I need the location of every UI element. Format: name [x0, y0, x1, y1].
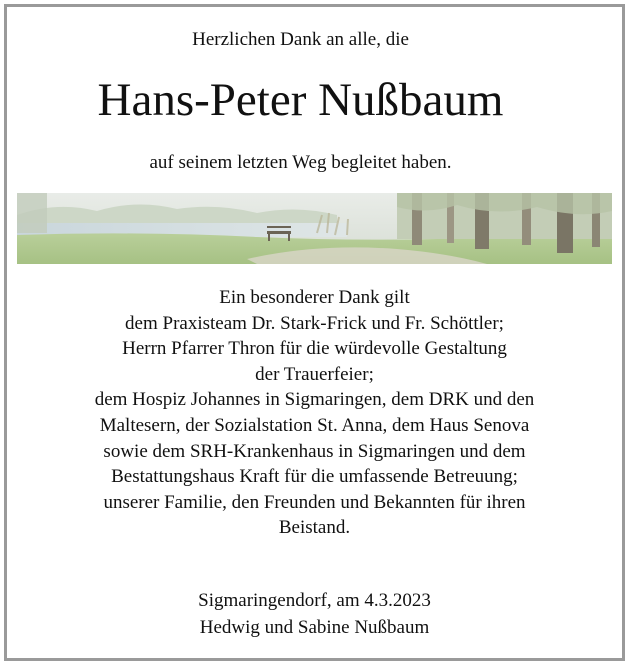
intro-text: Herzlichen Dank an alle, die — [192, 29, 409, 50]
park-bench-lake-icon — [17, 193, 612, 264]
outro-text: auf seinem letzten Weg begleitet haben. — [149, 152, 452, 173]
park-bench-photo — [17, 193, 612, 264]
body-line: Bestattungshaus Kraft für die umfassende Betreuung; — [111, 466, 518, 488]
acknowledgement-text — [0, 285, 629, 541]
body-line: Beistand. — [278, 517, 351, 539]
deceased-name: Hans-Peter Nußbaum — [97, 74, 504, 126]
signature: Hedwig und Sabine Nußbaum — [199, 617, 430, 638]
body-line: dem Hospiz Johannes in Sigmaringen, dem DRK und den — [94, 389, 535, 411]
body-line: unserer Familie, den Freunden und Bekannten für ihren — [103, 491, 526, 513]
body-line: Herrn Pfarrer Thron für die würdevolle Gestaltung — [122, 338, 507, 360]
body-line: dem Praxisteam Dr. Stark-Frick und Fr. Schöttler; — [125, 312, 504, 334]
body-line: Ein besonderer Dank gilt — [219, 287, 410, 308]
body-line: Maltesern, der Sozialstation St. Anna, dem Haus Senova — [99, 414, 530, 436]
place-date: Sigmaringendorf, am 4.3.2023 — [198, 590, 431, 611]
body-line: sowie dem SRH-Krankenhaus in Sigmaringen und dem — [103, 440, 526, 462]
body-line: der Trauerfeier; — [255, 363, 374, 385]
